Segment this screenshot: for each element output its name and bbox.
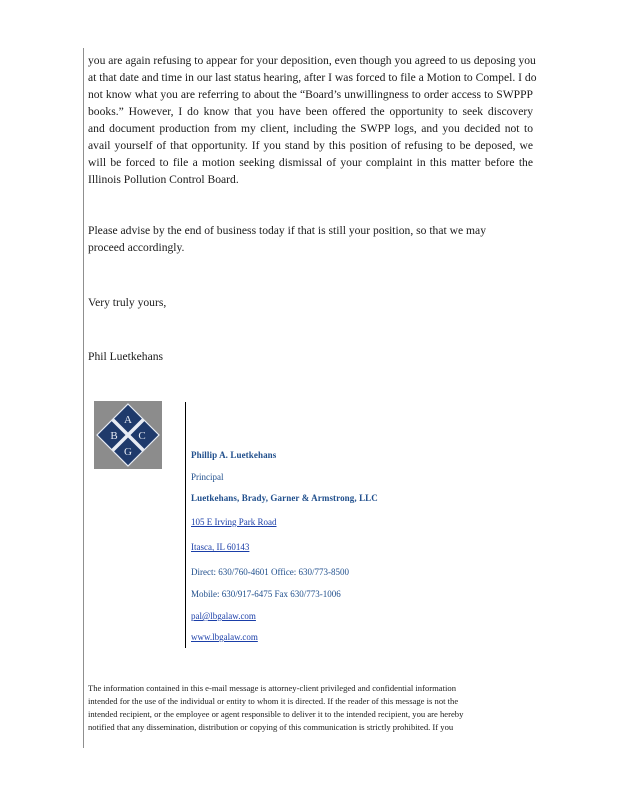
- advise-paragraph: [88, 222, 486, 256]
- signature-phone-direct-office: Direct: 630/760-4601 Office: 630/773-8500: [191, 567, 350, 577]
- disclaimer-line: notified that any dissemination, distribution or copying of this communication is strictly prohibited. If you: [88, 722, 454, 732]
- disclaimer-line: intended recipient, or the employee or agent responsible to deliver it to the intended recipient, you are hereby: [88, 709, 464, 719]
- signature-firm: Luetkehans, Brady, Garner & Armstrong, LLC: [191, 493, 378, 503]
- signature-divider: [185, 402, 186, 648]
- logo-letter-right: C: [138, 430, 146, 442]
- advise-line: Please advise by the end of business today if that is still your position, so that we may: [88, 224, 486, 237]
- body-line: will be forced to file a motion seeking dismissal of your complaint in this matter before the: [88, 156, 533, 169]
- logo-letter-bottom: G: [124, 446, 132, 458]
- signature-phone-mobile-fax: Mobile: 630/917-6475 Fax 630/773-1006: [191, 589, 341, 599]
- body-line: at that date and time in our last status hearing, after I was forced to file a Motion to Compel. I do: [88, 71, 537, 84]
- body-line: Illinois Pollution Control Board.: [88, 173, 239, 186]
- website-link[interactable]: www.lbgalaw.com: [191, 632, 258, 642]
- body-line: not know what you are referring to about the “Board’s unwillingness to order access to SWPPP: [88, 88, 533, 101]
- body-line: you are again refusing to appear for your deposition, even though you agreed to us deposing you: [88, 54, 536, 67]
- body-line: books.” However, I do know that you have been offered the opportunity to seek discovery: [88, 105, 533, 118]
- address-link[interactable]: 105 E Irving Park Road: [191, 517, 277, 527]
- page-margin-rule: [83, 48, 84, 748]
- closing: Very truly yours,: [88, 296, 167, 309]
- email-link[interactable]: pal@lbgalaw.com: [191, 611, 256, 621]
- firm-logo: [94, 401, 162, 469]
- logo-letter-top: A: [124, 414, 132, 426]
- letter-body-paragraph: [88, 52, 537, 188]
- body-line: and document production from my client, including the SWPP logs, and you decided not to: [88, 122, 533, 135]
- disclaimer-line: intended for the use of the individual or entity to whom it is directed. If the reader of this message is not the: [88, 696, 459, 706]
- city-link[interactable]: Itasca, IL 60143: [191, 542, 250, 552]
- sender-name: Phil Luetkehans: [88, 350, 164, 363]
- signature-name: Phillip A. Luetkehans: [191, 450, 277, 460]
- disclaimer-line: The information contained in this e-mail message is attorney-client privileged and confidential information: [88, 683, 456, 693]
- body-line: avail yourself of that opportunity. If you stand by this position of refusing to be deposed, we: [88, 139, 533, 152]
- logo-letter-left: B: [110, 430, 118, 442]
- confidentiality-disclaimer: [88, 682, 516, 734]
- signature-title: Principal: [191, 472, 224, 482]
- advise-line: proceed accordingly.: [88, 241, 185, 254]
